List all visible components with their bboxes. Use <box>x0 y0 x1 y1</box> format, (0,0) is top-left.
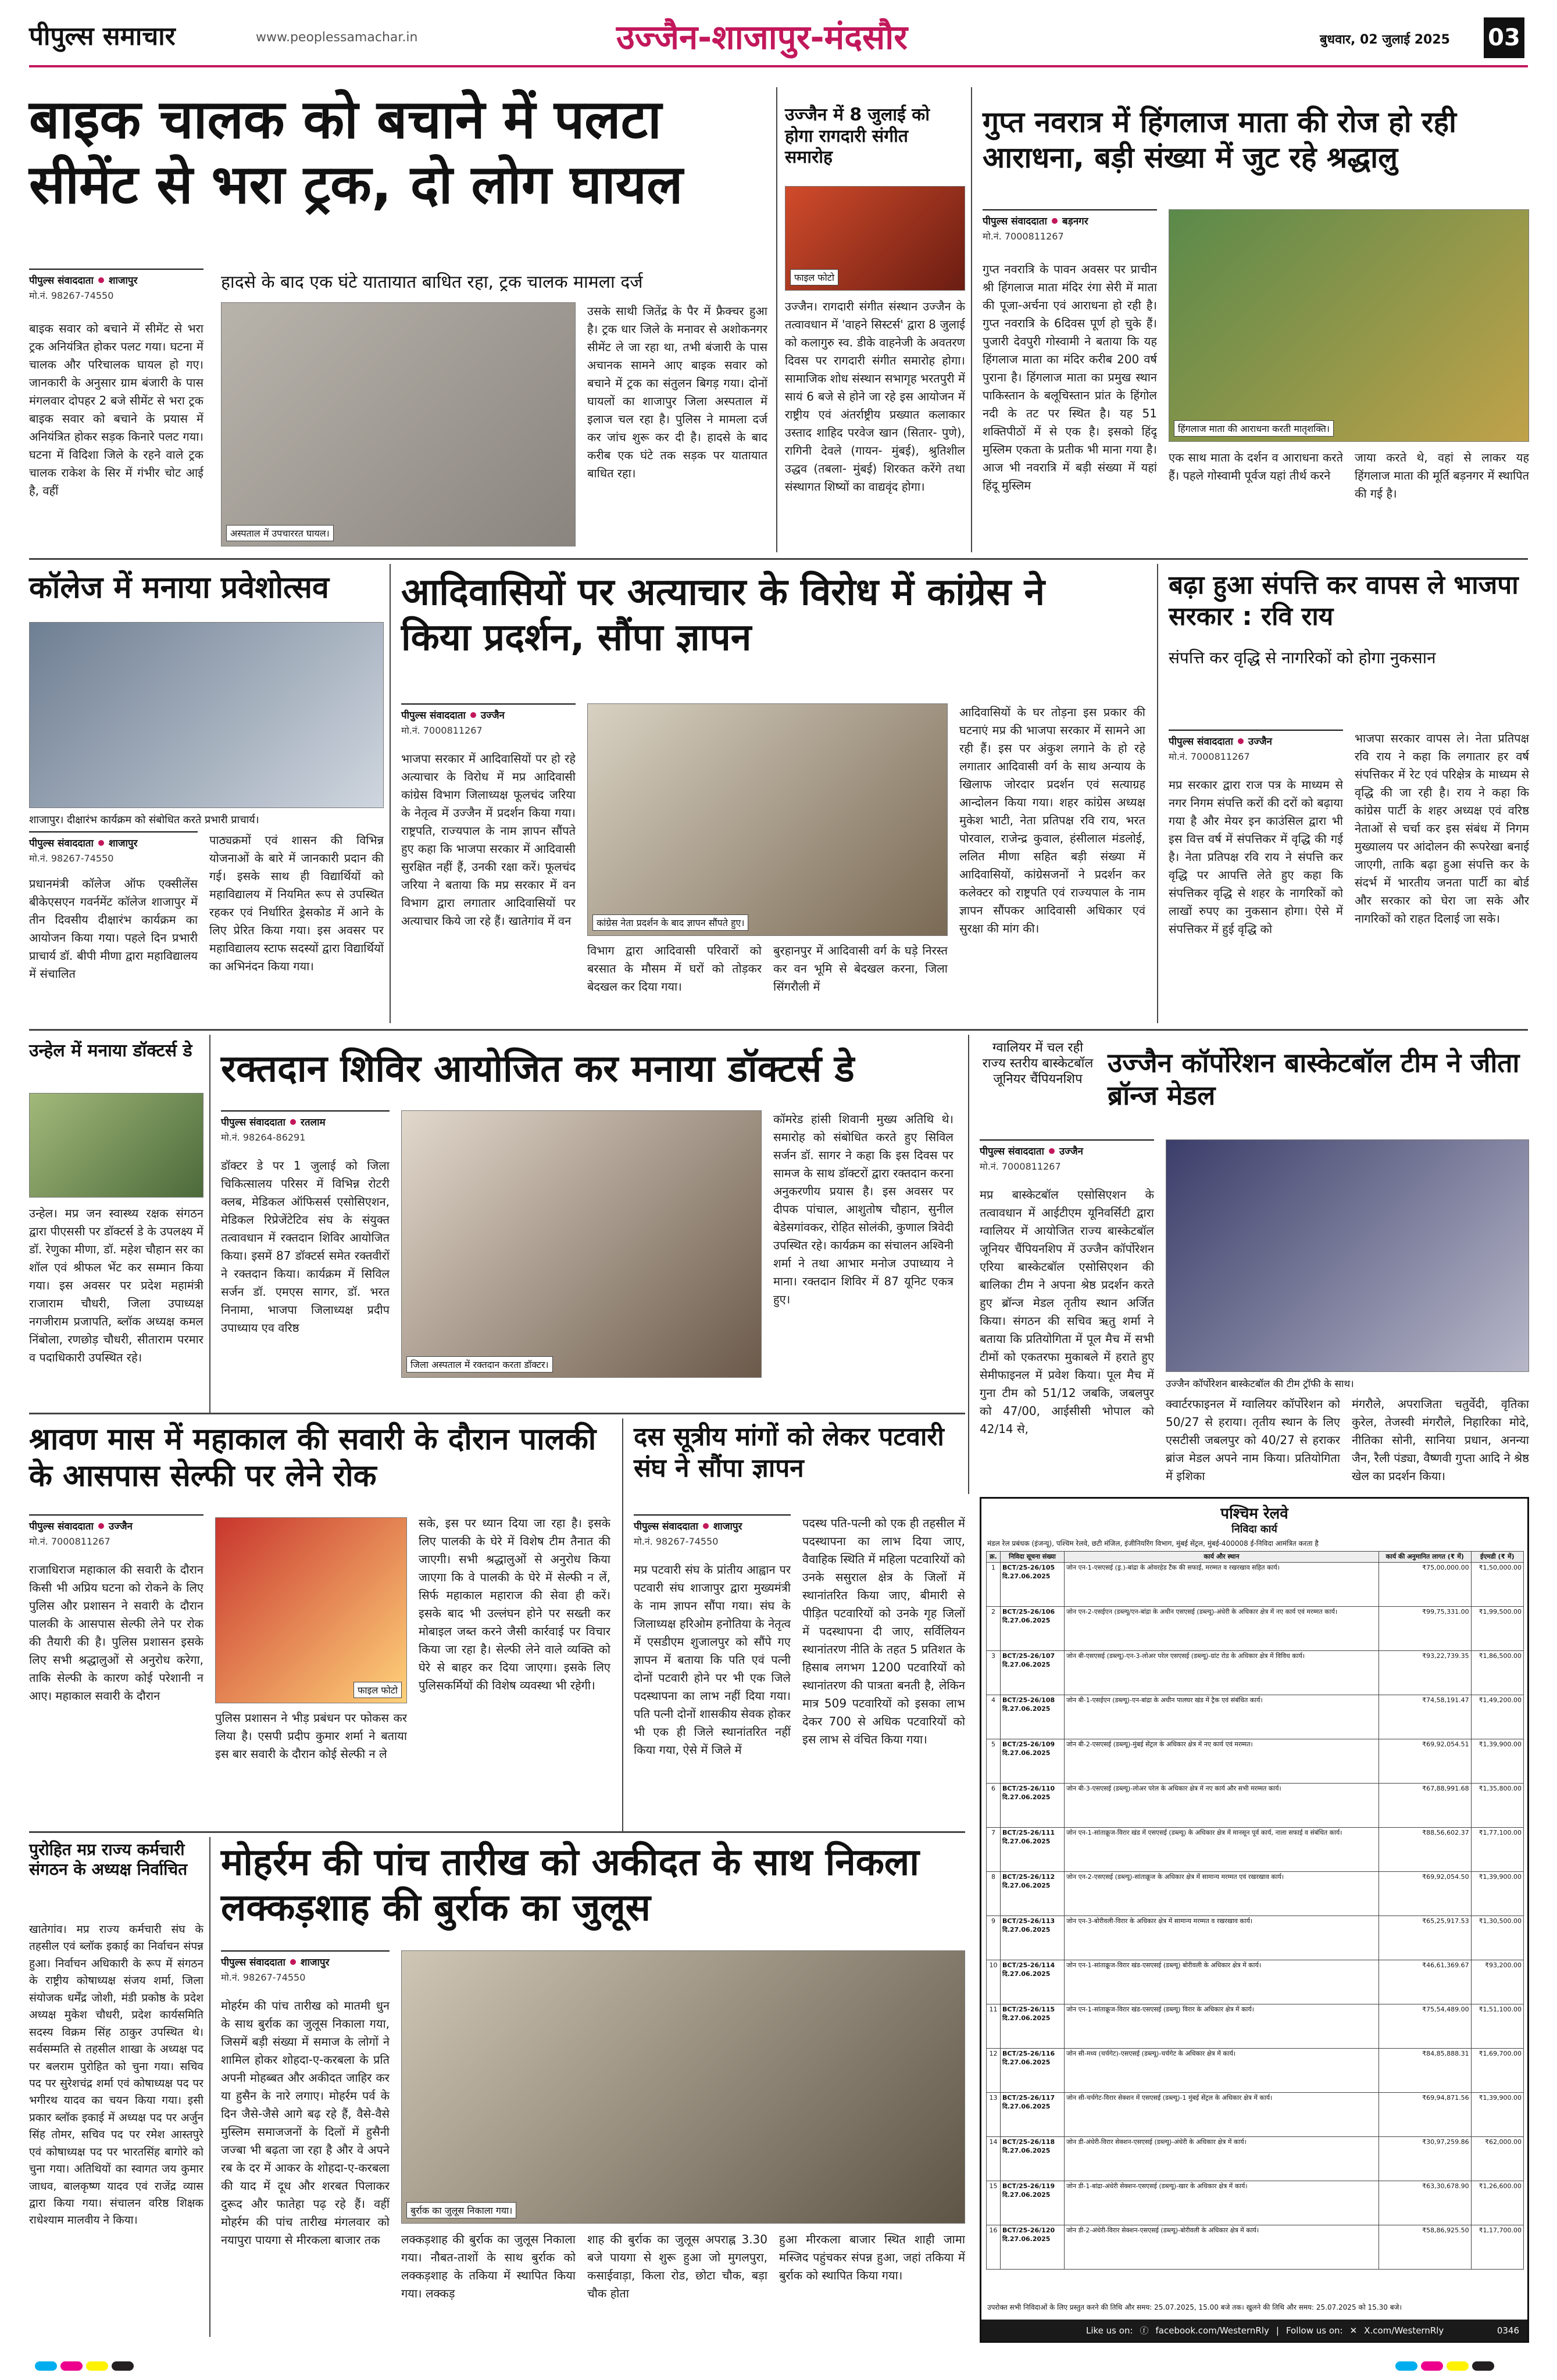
table-cell: 7 <box>987 1828 1001 1872</box>
body-col1: बाइक सवार को बचाने में सीमेंट से भरा ट्रक अनियंत्रित होकर पलट गया। घटना में चालक और परिचालक घायल हो गए। जानकारी के अनुसार ग्राम बंजारी के पास मंगलवार दोपहर 2 बजे सीमेंट से भरा ट्रक बाइक सवार को बचाने के प्रयास में अनियंत्रित होकर सड़क किनारे पलट गया। घटना में विदिशा जिले के रहने वाले ट्रक चालक राकेश के सिर में गंभीर चोट आई है, वहीं <box>29 321 203 498</box>
photo-injured <box>221 302 576 546</box>
table-cell: जोन बी-1-एसईएन (डब्ल्यू)-एन-बांद्रा के अधीन पालघर खंड में ट्रैक एवं संबंधित कार्य। <box>1065 1695 1379 1739</box>
table-cell: 14 <box>987 2137 1001 2181</box>
site-url[interactable]: www.peoplessamachar.in <box>256 30 418 45</box>
body-col2: कॉमरेड हांसी शिवानी मुख्य अतिथि थे। समारोह को संबोधित करते हुए सिविल सर्जन डॉ. सागर ने कहा कि इस दिवस पर सामज के साथ डॉक्टरों द्वारा रक्तदान करना अनुकरणीय प्रयास है। इस अवसर पर दीपक पांचाल, आशुतोष चौहान, सुनील बेडेसगांवकर, रोहित सोलंकी, कुणाल त्रिवेदी उपस्थित रहे। कार्यक्रम का संचालन अश्विनी शर्मा ने तथा आभार मनोज उपाध्याय ने माना। रक्तदान शिविर में 87 यूनिट एकत्र हुए। <box>773 1112 954 1306</box>
body-col3: बुरहानपुर में आदिवासी वर्ग के घड़े निरस्त कर वन भूमि से बेदखल करना, जिला सिंगरौली में <box>773 944 948 994</box>
x-link[interactable]: X.com/WesternRly <box>1364 2325 1444 2336</box>
body-col3: जाया करते थे, वहां से लाकर यह हिंगलाज माता की मूर्ति बड़नगर में स्थापित की गई है। <box>1355 451 1529 501</box>
table-cell: जोन एन-1-सांताक्रूज-विरार खंड में एसएसई (डब्ल्यू) के अधिकार क्षेत्र में मानसून पूर्व कार्य, नाला सफाई व संबंधित कार्य। <box>1065 1828 1379 1872</box>
byline: पीपुल्स संवाददाता रतलाम मो.नं. 98264-86291 <box>221 1110 390 1143</box>
table-row <box>987 1739 1524 1784</box>
table-cell: 4 <box>987 1695 1001 1739</box>
table-cell: BCT/25-26/117 दि.27.06.2025 <box>1001 2093 1065 2137</box>
body-col2: विभाग द्वारा आदिवासी परिवारों को बरसात के मौसम में घरों को तोड़कर बेदखल कर दिया गया। <box>587 944 762 994</box>
table-cell: BCT/25-26/118 दि.27.06.2025 <box>1001 2137 1065 2181</box>
table-cell: ₹46,61,369.67 <box>1379 1960 1471 2004</box>
col-divider <box>209 1837 210 2337</box>
tender-subtitle: निविदा कार्य <box>1231 1523 1277 1535</box>
tender-header-cell: क्र. <box>987 1552 1001 1563</box>
headline: श्रावण मास में महाकाल की सवारी के दौरान पालकी के आसपास सेल्फी पर लेने रोक <box>29 1422 597 1494</box>
table-row <box>987 1651 1524 1695</box>
table-cell: जोन एन-1-सांताक्रूज-विरार खंड-एसएसई (डब्ल्यू) बोरीवली के अधिकार क्षेत्र में कार्य। <box>1065 1960 1379 2004</box>
table-cell: ₹1,99,500.00 <box>1471 1607 1523 1651</box>
byline: पीपुल्स संवाददाता शाजापुर मो.नं. 98267-74550 <box>634 1514 791 1548</box>
tender-header-cell: ईएमडी (₹ में) <box>1471 1552 1523 1563</box>
byline: पीपुल्स संवाददाता शाजापुर मो.नं. 98267-74550 <box>221 1950 390 1984</box>
registration-swatch <box>35 2361 57 2371</box>
body-col2: पाठ्यक्रमों एवं शासन की विभिन्न योजनाओं के बारे में जानकारी प्रदान की गई। इसके साथ ही विद्यार्थियों को महाविद्यालय में नियमित रूप से उपस्थित रहकर एवं निर्धारित ड्रेसकोड में आने के लिए प्रेरित किया गया। इस अवसर पर महाविद्यालय स्टाफ सदस्यों द्वारा विद्यार्थियों का अभिनंदन किया गया। <box>209 833 384 973</box>
table-cell: BCT/25-26/107 दि.27.06.2025 <box>1001 1651 1065 1695</box>
cmyk-registration-bar-right <box>1395 2361 1498 2373</box>
tender-title: पश्चिम रेलवे <box>1220 1505 1288 1523</box>
table-cell: ₹1,26,600.00 <box>1471 2181 1523 2225</box>
headline: उज्जैन कॉर्पोरेशन बास्केटबॉल टीम ने जीता ब्रॉन्ज मेडल <box>1108 1047 1520 1112</box>
tender-footnote: उपरोक्त सभी निविदाओं के लिए प्रस्तुत करने की तिथि और समय: 25.07.2025, 15.00 बजे तक। खुलने की तिथि और समय: 25.07.2025 को 15.30 बजे। <box>987 2303 1402 2311</box>
photo-sitar <box>785 186 965 291</box>
table-cell: ₹75,00,000.00 <box>1379 1563 1471 1607</box>
photo-procession <box>401 1950 965 2224</box>
col-divider <box>1157 564 1158 1023</box>
table-cell: BCT/25-26/113 दि.27.06.2025 <box>1001 1916 1065 1960</box>
table-cell: ₹67,88,991.68 <box>1379 1784 1471 1828</box>
table-cell: BCT/25-26/120 दि.27.06.2025 <box>1001 2225 1065 2270</box>
table-cell: ₹84,85,888.31 <box>1379 2049 1471 2093</box>
table-row <box>987 2093 1524 2137</box>
byline-dot-icon <box>290 1119 296 1125</box>
table-cell: ₹1,77,100.00 <box>1471 1828 1523 1872</box>
section-title: उज्जैन-शाजापुर-मंदसौर <box>616 17 908 57</box>
tender-header-cell: निविदा सूचना संख्या <box>1001 1552 1065 1563</box>
table-cell: ₹1,39,900.00 <box>1471 2093 1523 2137</box>
story-employee-union <box>29 1840 203 2334</box>
table-row <box>987 1784 1524 1828</box>
byline-dot-icon <box>470 712 476 718</box>
headline: रक्तदान शिविर आयोजित कर मनाया डॉक्टर्स डे <box>221 1048 855 1091</box>
table-cell: BCT/25-26/111 दि.27.06.2025 <box>1001 1828 1065 1872</box>
table-cell: जोन बी-2-एसएसई (डब्ल्यू)-मुंबई सेंट्रल के अधिकार क्षेत्र में नए कार्य एवं मरम्मत। <box>1065 1739 1379 1784</box>
photo-caption: पुलिस प्रशासन ने भीड़ प्रबंधन पर फोकस कर लिया है। एसपी प्रदीप कुमार शर्मा ने बताया इस बार सवारी के दौरान कोई सेल्फी न ले <box>215 1711 407 1761</box>
table-cell: BCT/25-26/108 दि.27.06.2025 <box>1001 1695 1065 1739</box>
story-property-tax <box>1169 570 1529 1017</box>
table-cell: BCT/25-26/112 दि.27.06.2025 <box>1001 1872 1065 1916</box>
table-cell: 2 <box>987 1607 1001 1651</box>
photo-tag: फाइल फोटो <box>353 1682 402 1698</box>
table-cell: ₹1,35,800.00 <box>1471 1784 1523 1828</box>
photo-devotees <box>1169 209 1529 442</box>
table-cell: ₹1,51,100.00 <box>1471 2004 1523 2049</box>
tender-intro: मंडल रेल प्रबंधक (इंजन्यू), पश्चिम रेलवे, छटी मंजिल, इंजीनियरिंग विभाग, मुंबई सेंट्रल, मुंबई-400008 ई-निविदा आमंत्रित करता है <box>987 1539 1319 1548</box>
headline: दस सूत्रीय मांगों को लेकर पटवारी संघ ने सौंपा ज्ञापन <box>634 1422 944 1483</box>
photo-college <box>29 622 384 808</box>
headline: गुप्त नवरात्र में हिंगलाज माता की रोज हो रही आराधना, बड़ी संख्या में जुट रहे श्रद्धालु <box>983 105 1456 174</box>
story-unhel-doctors-day <box>29 1041 203 1401</box>
byline: पीपुल्स संवाददाता शाजापुर मो.नं. 98267-74550 <box>29 269 203 302</box>
body-col2: भाजपा सरकार वापस ले। नेता प्रतिपक्ष रवि राय ने कहा कि लगातार हर वर्ष संपत्तिकर में रेट एवं परिक्षेत्र के माध्यम से वृद्धि की जा रही है। राय ने कहा कि कांग्रेस पार्टी के शहर अध्यक्ष एवं वरिष्ठ नेताओं से चर्चा कर इस संबंध में निगम मुख्यालय पर आंदोलन की रूपरेखा बनाई जाएगी, ताकि बढ़ा हुआ संपत्ति कर के संदर्भ में भारतीय जनता पार्टी का बोर्ड और सरकार को घेरा जा सके और नागरिकों को राहत दिलाई जा सके। <box>1355 731 1529 925</box>
headline: उन्हेल में मनाया डॉक्टर्स डे <box>29 1041 192 1061</box>
table-cell: BCT/25-26/116 दि.27.06.2025 <box>1001 2049 1065 2093</box>
table-row <box>987 2137 1524 2181</box>
table-cell: ₹1,39,900.00 <box>1471 1739 1523 1784</box>
table-row <box>987 1607 1524 1651</box>
table-cell: 3 <box>987 1651 1001 1695</box>
col-divider <box>971 87 972 552</box>
table-cell: 1 <box>987 1563 1001 1607</box>
registration-swatch <box>1472 2361 1494 2371</box>
byline: पीपुल्स संवाददाता बड़नगर मो.नं. 7000811267 <box>983 209 1157 242</box>
photo-unhel <box>29 1093 203 1198</box>
photo-caption: जिला अस्पताल में रक्तदान करता डॉक्टर। <box>406 1356 553 1373</box>
table-row <box>987 1872 1524 1916</box>
col-divider <box>968 1035 969 1494</box>
masthead <box>0 0 1557 70</box>
tender-header-cell: कार्य की अनुमानित लागत (₹ में) <box>1379 1552 1471 1563</box>
photo-caption: अस्पताल में उपचाररत घायल। <box>226 525 334 541</box>
byline: पीपुल्स संवाददाता उज्जैन मो.नं. 7000811267 <box>401 703 576 737</box>
registration-swatch <box>1447 2361 1469 2371</box>
byline-dot-icon <box>98 277 104 283</box>
body: उन्हेल। मप्र जन स्वास्थ्य रक्षक संगठन द्वारा पीएससी पर डॉक्टर्स डे के उपलक्ष्य में डॉ. रेणुका मीणा, डॉ. महेश चौहान सर का शॉल एवं श्रीफल भेंट कर सम्मान किया गया। इस अवसर पर प्रदेश महामंत्री राजाराम चौधरी, जिला उपाध्यक्ष नगजीराम प्रजापति, ब्लॉक अध्यक्ष कमल निंबोला, रणछोड़ चौधरी, सीताराम परमार व पदाधिकारी उपस्थित रहे। <box>29 1206 203 1364</box>
table-cell: ₹1,69,700.00 <box>1471 2049 1523 2093</box>
photo-blood-donation <box>401 1110 762 1378</box>
table-cell: जोन एन-1-एसएसई (ड्र.)-बांद्रा के ओवरहेड टैंक की सफाई, मरम्मत व रखरखाव सहित कार्य। <box>1065 1563 1379 1607</box>
photo-basketball-team <box>1166 1139 1529 1372</box>
table-cell: BCT/25-26/105 दि.27.06.2025 <box>1001 1563 1065 1607</box>
registration-swatch <box>60 2361 83 2371</box>
table-cell: ₹88,56,602.37 <box>1379 1828 1471 1872</box>
table-cell: BCT/25-26/119 दि.27.06.2025 <box>1001 2181 1065 2225</box>
story-basketball <box>980 1041 1529 1488</box>
table-cell: ₹93,200.00 <box>1471 1960 1523 2004</box>
col-divider <box>622 1418 623 1831</box>
subhead: हादसे के बाद एक घंटे यातायात बाधित रहा, ट्रक चालक मामला दर्ज <box>221 272 643 292</box>
body-col2: पदस्थ पति-पत्नी को एक ही तहसील में पदस्थापना का लाभ दिया जाए, वैवाहिक स्थिति में महिला पटवारियों को उनके ससुराल क्षेत्र के जिलों में स्थानांतरित किया जाए, बीमारी से पीड़ित पटवारियों को उनके गृह जिलों में पदस्थापना दी जाए, सर्विलियन स्थानांतरण नीति के तहत 5 प्रतिशत के हिसाब लगभग 1200 पटवारियों को स्थानांतरण की पात्रता बनती है, लेकिन मात्र 509 पटवारियों को इसका लाभ देकर 700 से अधिक पटवारियों को इस लाभ से वंचित किया गया। <box>802 1516 965 1746</box>
facebook-link[interactable]: facebook.com/WesternRly <box>1155 2325 1269 2336</box>
table-cell: ₹1,49,200.00 <box>1471 1695 1523 1739</box>
photo-caption: शाजापुर। दीक्षारंभ कार्यक्रम को संबोधित करते प्रभारी प्राचार्य। <box>29 814 259 826</box>
table-cell: जोन डी-अंधेरी-विरार सेक्शन-एसएसई (डब्ल्यू)-अंधेरी के अधिकार क्षेत्र में कार्य। <box>1065 2137 1379 2181</box>
headline: बाइक चालक को बचाने में पलटा सीमेंट से भरा ट्रक, दो लोग घायल <box>29 88 683 216</box>
tender-table <box>986 1551 1524 2270</box>
table-cell: 15 <box>987 2181 1001 2225</box>
table-cell: जोन एन-2-एसईएन (डब्ल्यू/एन-बांद्रा के अधीन एसएसई (डब्ल्यू)-अंधेरी के अधिकार क्षेत्र में नए कार्य एवं मरम्मत कार्य। <box>1065 1607 1379 1651</box>
table-cell: ₹1,17,700.00 <box>1471 2225 1523 2270</box>
table-cell: 10 <box>987 1960 1001 2004</box>
logo: पीपुल्स समाचार <box>29 22 176 51</box>
body-col1: मप्र बास्केटबॉल एसोसिएशन के तत्वावधान में आईटीएम यूनिवर्सिटी द्वारा ग्वालियर में आयोजित राज्य बास्केटबॉल जूनियर चैंपियनशिप में उज्जैन कॉर्पोरेशन एरिया बास्केटबॉल एसोसिएशन की बालिका टीम ने अपना श्रेष्ठ प्रदर्शन करते हुए ब्रॉन्ज मेडल तृतीय स्थान अर्जित किया। संगठन की सचिव ऋतु शर्मा ने बताया कि प्रतियोगिता में पूल मैच में सभी टीमों को एकतरफा मुकाबले में हराते हुए सेमीफाइनल में प्रवेश किया। पूल मैच में गुना टीम को 51/12 जबकि, जबलपुर को 47/00, आईसीसी भोपाल को 42/14 से, <box>980 1188 1154 1436</box>
table-cell: BCT/25-26/114 दि.27.06.2025 <box>1001 1960 1065 2004</box>
facebook-icon: ⓕ <box>1140 2325 1149 2336</box>
story-navratri <box>983 105 1529 552</box>
table-cell: ₹65,25,917.53 <box>1379 1916 1471 1960</box>
body-col2: क्वार्टरफाइनल में ग्वालियर कॉर्पोरेशन को 50/27 से हराया। तृतीय स्थान के लिए एसटीसी जबलपुर को 40/27 से हराकर ब्रांज मेडल अपने नाम किया। प्रतियोगिता में इशिका <box>1166 1397 1340 1483</box>
headline: पुरोहित मप्र राज्य कर्मचारी संगठन के अध्यक्ष निर्वाचित <box>29 1840 188 1879</box>
table-cell: 8 <box>987 1872 1001 1916</box>
body-col4: हुआ मीरकला बाजार स्थित शाही जामा मस्जिद पहुंचकर संपन्न हुआ, जहां तकिया में बुर्राक को स्थापित किया गया। <box>779 2232 965 2282</box>
body-col2: एक साथ माता के दर्शन व आराधना करते हैं। पहले गोस्वामी पूर्वज यहां तीर्थ करने <box>1169 451 1343 483</box>
x-icon: ✕ <box>1349 2325 1358 2336</box>
headline: कॉलेज में मनाया प्रवेशोत्सव <box>29 570 329 605</box>
story-congress-protest <box>401 570 1157 1017</box>
registration-swatch <box>1395 2361 1417 2371</box>
table-cell: जोन डी-2-अंधेरी-विरार सेक्शन-एसएसई (डब्ल्यू)-बोरीवली के अधिकार क्षेत्र में कार्य। <box>1065 2225 1379 2270</box>
photo-tag: फाइल फोटो <box>790 269 838 285</box>
table-cell: ₹58,86,925.50 <box>1379 2225 1471 2270</box>
byline: पीपुल्स संवाददाता शाजापुर मो.नं. 98267-74550 <box>29 831 198 864</box>
masthead-rule <box>29 65 1528 67</box>
row-divider <box>29 1831 965 1833</box>
body: उज्जैन। रागदारी संगीत संस्थान उज्जैन के तत्वावधान में 'वाहने सिस्टर्स' द्वारा 8 जुलाई को कलागुरु स्व. डीके वाहनेजी के अवतरण दिवस पर रागदारी संगीत समारोह होगा। सामाजिक शोध संस्थान सभागृह भरतपुरी में सायं 6 बजे से होने जा रहे इस आयोजन में राष्ट्रीय एवं अंतर्राष्ट्रीय प्रख्यात कलाकार उस्ताद शाहिद परवेज खान (सितार- पुणे), रागिनी देवले (गायन- मुंबई), श्रुतिशील उद्धव (तबला- मुंबई) शिरकत करेंगे तथा संस्थागत शिष्यों का वाद्यवृंद होगा। <box>785 299 965 494</box>
table-cell: ₹62,000.00 <box>1471 2137 1523 2181</box>
table-row <box>987 1828 1524 1872</box>
table-cell: ₹69,92,054.51 <box>1379 1739 1471 1784</box>
table-cell: 12 <box>987 2049 1001 2093</box>
table-cell: ₹30,97,259.86 <box>1379 2137 1471 2181</box>
story-college <box>29 570 384 1017</box>
body: खातेगांव। मप्र राज्य कर्मचारी संघ के तहसील एवं ब्लॉक इकाई का निर्वाचन संपन्न हुआ। निर्वाचन अधिकारी के रूप में संगठन के राष्ट्रीय कोषाध्यक्ष संजय शर्मा, जिला संयोजक धर्मेंद्र जोशी, मंडी प्रकोष्ठ के प्रदेश अध्यक्ष मुकेश चौधरी, प्रदेश कार्यसमिति सदस्य विक्रम सिंह ठाकुर उपस्थित थे। सर्वसम्मति से तहसील शाखा के अध्यक्ष पद पर बलराम पुरोहित को चुना गया। सचिव पद पर सुरेशचंद्र शर्मा एवं कोषाध्यक्ष पद पर भगीरथ यादव का चयन किया गया। इसी प्रकार ब्लॉक इकाई में अध्यक्ष पद पर अर्जुन सिंह तोमर, सचिव पद पर रमेश आस्तपुरे एवं कोषाध्यक्ष पद पर भारतसिंह बागोरे को चुना गया। अतिथियों का स्वागत जय कुमार जाधव, बालकृष्ण यादव एवं राजेंद्र व्यास द्वारा किया गया। संचालन वरिष्ठ शिक्षक राधेश्याम मालवीय ने किया। <box>29 1923 203 2227</box>
table-row <box>987 1960 1524 2004</box>
row-divider <box>29 1413 965 1414</box>
body-col2: सके, इस पर ध्यान दिया जा रहा है। इसके लिए पालकी के घेरे में विशेष टीम तैनात की जाएगी। सभी श्रद्धालुओं से अनुरोध किया जाएगा कि वे पालकी के घेरे में सेल्फी न लें, सिर्फ महाकाल महाराज की सेवा ही करें। इसके बाद भी उल्लंघन होने पर सख्ती कर मोबाइल जब्त करने जैसी कार्रवाई पर विचार किया जा रहा है। सेल्फी लेने वाले व्यक्ति को घेरे से बाहर कर दिया जाएगा। इसके लिए पुलिसकर्मियों की विशेष व्यवस्था भी रहेगी। <box>419 1516 610 1692</box>
byline: पीपुल्स संवाददाता उज्जैन मो.नं. 7000811267 <box>980 1139 1154 1173</box>
table-cell: 5 <box>987 1739 1001 1784</box>
headline: आदिवासियों पर अत्याचार के विरोध में कांग्रेस ने किया प्रदर्शन, सौंपा ज्ञापन <box>401 571 1045 660</box>
byline: पीपुल्स संवाददाता उज्जैन मो.नं. 7000811267 <box>29 1514 203 1548</box>
table-cell: ₹69,92,054.50 <box>1379 1872 1471 1916</box>
body-col1: गुप्त नवरात्रि के पावन अवसर पर प्राचीन श्री हिंगलाज माता मंदिर रंगा सेरी में माता की पूजा-अर्चना एवं आराधना हो रही है। गुप्त नवरात्रि के 6दिवस पूर्ण हो चुके हैं। पुजारी देवपुरी गोस्वामी ने बताया कि यह हिंगलाज माता का मंदिर करीब 200 वर्ष पुराना है। हिंगलाज माता का प्रमुख स्थान पाकिस्तान के बलूचिस्तान प्रांत के हिंगोल नदी के तट पर स्थित है। यह 51 शक्तिपीठों में से एक है। इसको हिंदू मुस्लिम एकता के प्रतीक भी माना गया है। आज भी नवरात्रि में बड़ी संख्या में यहां हिंदू मुस्लिम <box>983 262 1157 492</box>
byline: पीपुल्स संवाददाता उज्जैन मो.नं. 7000811267 <box>1169 730 1343 763</box>
byline-dot-icon <box>1052 218 1058 224</box>
body-col1: मोहर्रम की पांच तारीख को मातमी धुन के साथ बुर्राक का जुलूस निकाला गया, जिसमें बड़ी संख्या में समाज के लोगों ने शामिल होकर शोहदा-ए-करबला के प्रति अपनी मोहब्बत और अकीदत जाहिर कर या हुसैन के नारे लगाए। मोहर्रम पर्व के दिन जैसे-जैसे आगे बढ़ रहे हैं, वैसे-वैसे मुस्लिम समाजजनों के दिलों में हुसैनी जज्बा भी बढ़ता जा रहा है और वे अपने रब के दर में आकर के शोहदा-ए-करबला की याद में दूध और शरबत पिलाकर दुरूद और फातेहा पढ़ रहे हैं। वहीं मोहर्रम की पांच तारीख मंगलवार को नयापुरा पायगा से मीरकला बाजार तक <box>221 1999 390 2247</box>
table-cell: ₹93,22,739.35 <box>1379 1651 1471 1695</box>
table-cell: जोन डी-1-बांद्रा-अंधेरी सेक्शन-एसएसई (डब्ल्यू)-खार के अधिकार क्षेत्र में कार्य। <box>1065 2181 1379 2225</box>
headline: मोहर्रम की पांच तारीख को अकीदत के साथ निकला लक्कड़शाह की बुर्राक का जुलूस <box>221 1841 919 1930</box>
subhead: संपत्ति कर वृद्धि से नागरिकों को होगा नुकसान <box>1169 648 1436 667</box>
tender-ad-western-railway <box>980 1497 1529 2343</box>
table-cell: ₹99,75,331.00 <box>1379 1607 1471 1651</box>
byline-dot-icon <box>1049 1148 1055 1154</box>
table-cell: जोन एन-3-बोरीवली-विरार के अधिकार क्षेत्र में सामान्य मरम्मत व रखरखाव कार्य। <box>1065 1916 1379 1960</box>
body-col3: शाह की बुर्राक का जुलूस अपराह्न 3.30 बजे पायगा से शुरू हुआ जो मुगलपुरा, कसाईवाड़ा, किला रोड, छोटा चौक, बड़ा चौक होता <box>587 2232 767 2300</box>
story-blood-donation <box>221 1041 954 1413</box>
table-cell: 11 <box>987 2004 1001 2049</box>
table-cell: जोन बी-एसएसई (डब्ल्यू)-एन-3-लोअर परेल एसएसई (डब्ल्यू)-ग्रांट रोड के अधिकार क्षेत्र में विविध कार्य। <box>1065 1651 1379 1695</box>
byline-dot-icon <box>98 840 104 846</box>
story-mahakal-selfie <box>29 1421 616 1828</box>
photo-caption: कांग्रेस नेता प्रदर्शन के बाद ज्ञापन सौंपते हुए। <box>592 914 748 931</box>
table-cell: 9 <box>987 1916 1001 1960</box>
registration-swatch <box>112 2361 134 2371</box>
registration-swatch <box>86 2361 108 2371</box>
col-divider <box>390 564 391 1023</box>
body-col1: भाजपा सरकार में आदिवासियों पर हो रहे अत्याचार के विरोध में मप्र आदिवासी कांग्रेस विभाग जिलाध्यक्ष फूलचंद जरिया के नेतृत्व में उज्जैन में प्रदर्शन किया गया। राष्ट्रपति, राज्यपाल के नाम ज्ञापन सौंपते हुए कहा कि भाजपा सरकार में आदिवासी सुरक्षित नहीं हैं, उनकी रक्षा करें। फूलचंद जरिया ने बताया कि मप्र सरकार में वन विभाग द्वारा लगातार आदिवासियों पर अत्याचार किये जा रहे हैं। खातेगांव में वन <box>401 752 576 928</box>
table-cell: ₹74,58,191.47 <box>1379 1695 1471 1739</box>
registration-swatch <box>1421 2361 1443 2371</box>
tender-header-cell: कार्य और स्थान <box>1065 1552 1379 1563</box>
table-row <box>987 2004 1524 2049</box>
table-cell: ₹63,30,678.90 <box>1379 2181 1471 2225</box>
table-row <box>987 2049 1524 2093</box>
table-cell: ₹1,30,500.00 <box>1471 1916 1523 1960</box>
table-cell: BCT/25-26/106 दि.27.06.2025 <box>1001 1607 1065 1651</box>
table-row <box>987 1563 1524 1607</box>
table-cell: 6 <box>987 1784 1001 1828</box>
page-number: 03 <box>1484 17 1524 58</box>
tender-table-wrap <box>986 1551 1524 2270</box>
byline-dot-icon <box>290 1959 296 1965</box>
table-row <box>987 2225 1524 2270</box>
body-col1: मप्र पटवारी संघ के प्रांतीय आह्वान पर पटवारी संघ शाजापुर द्वारा मुख्यमंत्री के नाम ज्ञापन सौंपा गया। संघ के जिलाध्यक्ष हरिओम हनोतिया के नेतृत्व में एसडीएम शुजालपुर को सौंपे गए ज्ञापन में बताया कि पति एवं पत्नी दोनों पटवारी होने पर भी एक जिले पदस्थापना का लाभ नहीं दिया गया। पति पत्नी दोनों शासकीय सेवक होकर भी एक ही जिले स्थानांतरित नहीं किया गया, ऐसे में जिले में <box>634 1563 791 1757</box>
table-row <box>987 1695 1524 1739</box>
cmyk-registration-bar-left <box>35 2361 137 2373</box>
table-cell: ₹1,86,500.00 <box>1471 1651 1523 1695</box>
byline-dot-icon <box>1238 738 1244 744</box>
body-col2: उसके साथी जितेंद्र के पैर में फ्रैक्चर हुआ है। ट्रक धार जिले के मनावर से अशोकनगर सीमेंट ले जा रहा था, तभी बंजारी के पास अचानक सामने आए बाइक सवार को बचाने में ट्रक का संतुलन बिगड़ गया। दोनों घायलों का शाजापुर जिला अस्पताल में इलाज चल रहा है। पुलिस ने मामला दर्ज कर जांच शुरू कर दी है। हादसे के बाद करीब एक घंटे तक सड़क पर यातायात बाधित रहा। <box>587 304 767 480</box>
table-cell: ₹1,50,000.00 <box>1471 1563 1523 1607</box>
photo-caption: बुर्राक का जुलूस निकाला गया। <box>406 2202 516 2218</box>
table-cell: 16 <box>987 2225 1001 2270</box>
table-cell: जोन एन-2-एसएसई (डब्ल्यू)-सांताक्रूज के अधिकार क्षेत्र में सामान्य मरम्मत एवं रखरखाव कार्य। <box>1065 1872 1379 1916</box>
body-col3: मंगरौले, अपराजिता चतुर्वेदी, वृतिका कुरेल, तेजस्वी मंगरौले, निहारिका मोदे, नीतिका सोनी, सानिया प्रधान, अनन्या जैन, रैली पंड्या, वैष्णवी गुप्ता आदि ने श्रेष्ठ खेल का प्रदर्शन किया। <box>1352 1397 1529 1483</box>
photo-caption: हिंगलाज माता की आराधना करती मातृशक्ति। <box>1174 420 1334 437</box>
table-row <box>987 1916 1524 1960</box>
story-muharram <box>221 1840 965 2334</box>
story-patwari-union <box>634 1421 965 1828</box>
photo-palki <box>215 1517 407 1703</box>
body-col1: राजाधिराज महाकाल की सवारी के दौरान किसी भी अप्रिय घटना को रोकने के लिए पुलिस और प्रशासन ने सवारी के दौरान पालकी के आसपास सेल्फी लेने पर रोक की तैयारी की है। पुलिस प्रशासन इसके लिए सभी श्रद्धालुओं से अनुरोध करेगा, ताकि सेल्फी के कारण कोई परेशानी न आए। महाकाल सवारी के दौरान <box>29 1563 203 1703</box>
body-col1: डॉक्टर डे पर 1 जुलाई को जिला चिकित्सालय परिसर में विभिन्न रोटरी क्लब, मेडिकल ऑफिसर्स एसोसिएशन, मेडिकल रिप्रेजेंटेटिव संघ के संयुक्त तत्वावधान में रक्तदान शिविर आयोजित किया। इसमें 87 डॉक्टर्स समेत रक्तवीरों ने रक्तदान किया। कार्यक्रम में सिविल सर्जन डॉ. एमएस सागर, डॉ. भरत निनामा, भाजपा जिलाध्यक्ष प्रदीप उपाध्याय एव वरिष्ठ <box>221 1159 390 1335</box>
col-divider <box>776 87 777 552</box>
table-cell: जोन एन-1-सांताक्रूज-विरार खंड-एसएसई (डब्ल्यू) विरार के अधिकार क्षेत्र में कार्य। <box>1065 2004 1379 2049</box>
tender-footer: Like us on: ⓕ facebook.com/WesternRly | Follow us on: ✕ X.com/WesternRly 0346 <box>981 2320 1527 2341</box>
kicker: ग्वालियर में चल रही राज्य स्तरीय बास्केटबॉल जूनियर चैंपियनशिप <box>982 1041 1094 1087</box>
byline-dot-icon <box>98 1523 104 1529</box>
table-cell: ₹75,54,489.00 <box>1379 2004 1471 2049</box>
table-cell: BCT/25-26/115 दि.27.06.2025 <box>1001 2004 1065 2049</box>
table-cell: ₹1,39,900.00 <box>1471 1872 1523 1916</box>
headline: उज्जैन में 8 जुलाई को होगा रागदारी संगीत समारोह <box>785 105 930 168</box>
body-col1: प्रधानमंत्री कॉलेज ऑफ एक्सीलेंस बीकेएसएन गवर्नमेंट कॉलेज शाजापुर में तीन दिवसीय दीक्षारंभ कार्यक्रम का आयोजन किया गया। पहले दिन प्रभारी प्राचार्य डॉ. बीपी मीणा द्वारा महाविद्यालय में संचालित <box>29 877 198 981</box>
headline: बढ़ा हुआ संपत्ति कर वापस ले भाजपा सरकार : रवि राय <box>1169 570 1519 631</box>
photo-caption: उज्जैन कॉर्पोरेशन बास्केटबॉल की टीम ट्रॉफी के साथ। <box>1166 1378 1354 1390</box>
table-cell: BCT/25-26/109 दि.27.06.2025 <box>1001 1739 1065 1784</box>
body-col4: आदिवासियों के घर तोड़ना इस प्रकार की घटनाएं मप्र की भाजपा सरकार में सामने आ रही हैं। इस पर अंकुश लगाने के हो रहे लगातार आदिवासी वर्ग के साथ अन्याय के खिलाफ जोरदार प्रदर्शन एवं सत्याग्रह आन्दोलन किया गया। शहर कांग्रेस अध्यक्ष मुकेश भाटी, नेता प्रतिपक्ष रवि राय, भरत पोरवाल, राजेन्द्र कुवाल, हंसीलाल मंडलोई, ललित मीणा सहित बड़ी संख्या में आदिवासियों, कांग्रेसजनों ने प्रदर्शन कर कलेक्टर को राष्ट्रपति एवं राज्यपाल के नाम ज्ञापन सौंपकर आदिवासी अधिकार एवं सुरक्षा की मांग की। <box>959 705 1145 935</box>
body-col1: मप्र सरकार द्वारा राज पत्र के माध्यम से नगर निगम संपत्ति करों की दरों को बढ़ाया गया है और मेयर इन काउंसिल द्वारा भी इस वित्त वर्ष में संपत्तिकर में वृद्धि की गई है। नेता प्रतिपक्ष रवि राय ने संपत्ति कर वृद्धि पर आपत्ति लेते हुए कहा कि संपत्तिकर वृद्धि से शहर के नागरिकों को लाखों रुपए का नुकसान होगा। ऐसे में संपत्तिकर में हुई वृद्धि को <box>1169 778 1343 936</box>
row-divider <box>29 1029 1528 1031</box>
photo-protest <box>587 703 948 936</box>
issue-date: बुधवार, 02 जुलाई 2025 <box>1320 33 1450 47</box>
table-cell: ₹69,94,871.56 <box>1379 2093 1471 2137</box>
table-cell: 13 <box>987 2093 1001 2137</box>
table-cell: जोन सी-मध्य (चर्चगेट)-एसएसई (डब्ल्यू)-चर्चगेट के अधिकार क्षेत्र में कार्य। <box>1065 2049 1379 2093</box>
byline-dot-icon <box>703 1523 709 1529</box>
col-divider <box>209 1035 210 1413</box>
table-cell: जोन बी-3-एसएसई (डब्ल्यू)-लोअर परेल के अधिकार क्षेत्र में नए कार्य और सभी मरम्मत कार्य। <box>1065 1784 1379 1828</box>
story-music-festival <box>785 105 965 552</box>
table-row <box>987 2181 1524 2225</box>
table-cell: BCT/25-26/110 दि.27.06.2025 <box>1001 1784 1065 1828</box>
body-col2: लक्कड़शाह की बुर्राक का जुलूस निकाला गया। नौबत-ताशों के साथ बुर्राक को लक्कड़शाह के तकिया में स्थापित किया गया। लक्कड़ <box>401 2232 576 2300</box>
story-truck-accident <box>29 87 773 552</box>
row-divider <box>29 558 1528 560</box>
table-cell: जोन सी-चर्चगेट-विरार सेक्शन में एसएसई (डब्ल्यू)-1 मुंबई सेंट्रल के अधिकार क्षेत्र में कार्य। <box>1065 2093 1379 2137</box>
